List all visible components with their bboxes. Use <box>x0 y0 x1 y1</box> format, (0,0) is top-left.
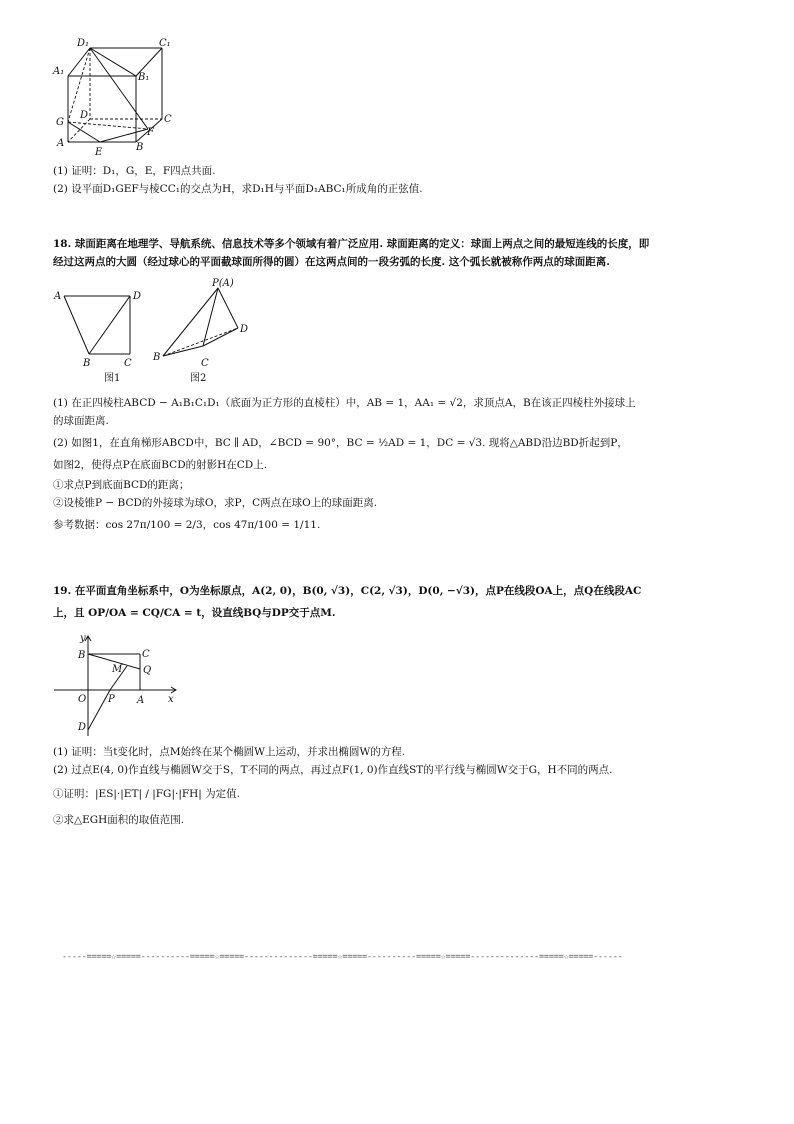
q18-sub2: ②设棱锥P − BCD的外接球为球O，求P，C两点在球O上的球面距离. <box>53 497 378 509</box>
q18-part2-line1: (2) 如图1，在直角梯形ABCD中，BC ∥ AD，∠BCD = 90°，BC = ½AD = 1，DC = √3. 现将△ABD沿边BD折起到P， <box>53 437 628 449</box>
fig2-label-B: B <box>153 352 161 363</box>
fig1-label-B: B <box>83 358 91 369</box>
q19-part1: (1) 证明：当t变化时，点M始终在某个椭圆W上运动，并求出椭圆W的方程. <box>53 746 406 758</box>
label-F: F <box>147 127 154 138</box>
label-E: E <box>95 147 103 158</box>
q18-part1-line1: (1) 在正四棱柱ABCD − A₁B₁C₁D₁（底面为正方形的直棱柱）中，AB = 1，AA₁ = √2，求顶点A，B在该正四棱柱外接球上 <box>53 397 636 409</box>
label-G: G <box>56 117 64 128</box>
fig2-caption: 图2 <box>190 373 207 384</box>
label-C1: C₁ <box>159 38 171 49</box>
fig19-label-O: O <box>78 694 87 705</box>
q19-coordinate-figure <box>52 632 182 740</box>
fig1-label-C: C <box>124 358 132 369</box>
q19-intro-line1: 19. 在平面直角坐标系中，O为坐标原点，A(2, 0)，B(0, √3)，C(2, √3)，D(0, −√3)，点P在线段OA上，点Q在线段AC <box>53 585 642 597</box>
fig19-label-D: D <box>78 722 87 733</box>
label-B1: B₁ <box>138 72 150 83</box>
fig2-label-D: D <box>240 324 249 335</box>
label-B: B <box>136 142 144 153</box>
fig19-label-C: C <box>142 649 150 660</box>
fig19-label-B: B <box>78 650 86 661</box>
q18-figure-1 <box>52 284 152 386</box>
q19-intro-line2: 上，且 OP/OA = CQ/CA = t，设直线BQ与DP交于点M. <box>53 607 336 619</box>
axis-label-x: x <box>168 694 174 705</box>
label-D: D <box>80 110 89 121</box>
label-C: C <box>164 114 172 125</box>
q18-intro-line2: 经过这两点的大圆（经过球心的平面截球面所得的圆）在这两点间的一段劣弧的长度. 这个弧长就被称作两点的球面距离. <box>53 256 610 268</box>
label-D1: D₁ <box>77 38 90 49</box>
fig19-label-Q: Q <box>143 665 152 676</box>
q17-cube-figure <box>50 34 190 156</box>
fig19-label-P: P <box>108 694 115 705</box>
q19-sub2: ②求△EGH面积的取值范围. <box>53 814 185 826</box>
q17-part1: (1) 证明：D₁，G，E，F四点共面. <box>53 165 216 177</box>
fig2-label-C: C <box>201 358 209 369</box>
q18-sub1: ①求点P到底面BCD的距离； <box>53 479 190 491</box>
q18-part2-line2: 如图2，使得点P在底面BCD的射影H在CD上. <box>53 459 268 471</box>
q18-part1-line2: 的球面距离. <box>53 415 109 427</box>
q17-part2: (2) 设平面D₁GEF与棱CC₁的交点为H，求D₁H与平面D₁ABC₁所成角的正弦值. <box>53 183 423 195</box>
axis-label-y: y <box>80 633 86 644</box>
fig19-label-A: A <box>137 695 145 706</box>
fig1-label-D: D <box>133 291 142 302</box>
fig2-label-P: P(A) <box>212 278 234 289</box>
label-A: A <box>57 138 65 149</box>
label-A1: A₁ <box>53 66 65 77</box>
page-separator: -----=====☆=====----------=====☆=====--------------=====☆=====----------=====☆=====--------------=====☆=====------ <box>62 952 623 962</box>
q18-figure-2 <box>150 276 260 386</box>
fig19-label-M: M <box>112 664 123 675</box>
q19-part2: (2) 过点E(4, 0)作直线与椭圆W交于S，T不同的两点，再过点F(1, 0)作直线ST的平行线与椭圆W交于G，H不同的两点. <box>53 764 613 776</box>
q19-sub1: ①证明：|ES|·|ET| / |FG|·|FH| 为定值. <box>53 788 241 800</box>
fig1-label-A: A <box>54 291 62 302</box>
q18-intro-line1: 18. 球面距离在地理学、导航系统、信息技术等多个领域有着广泛应用. 球面距离的定义：球面上两点之间的最短连线的长度，即 <box>53 238 650 250</box>
q18-reference-data: 参考数据：cos 27π/100 = 2/3，cos 47π/100 = 1/11. <box>53 519 321 531</box>
fig1-caption: 图1 <box>104 373 121 384</box>
